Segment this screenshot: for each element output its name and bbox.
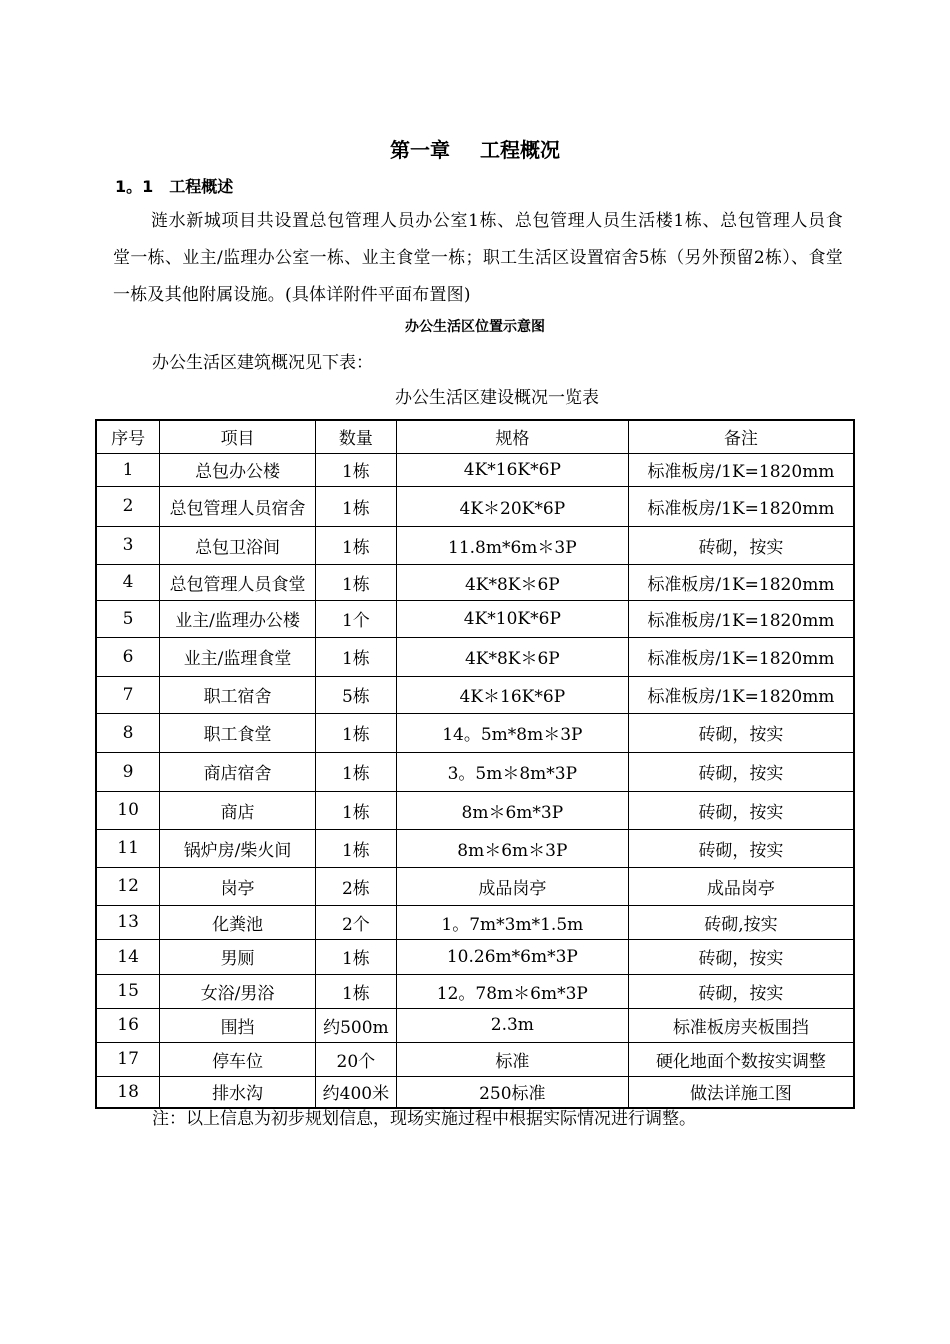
cell-item: 职工食堂: [160, 713, 316, 752]
cell-spec: 2.3m: [396, 1008, 628, 1042]
chapter-name: 工程概况: [480, 138, 560, 162]
cell-item: 围挡: [160, 1008, 316, 1042]
cell-quantity: 1栋: [315, 829, 396, 867]
cell-spec: 4K*10K*6P: [396, 600, 628, 637]
cell-remark: 标准板房夹板围挡: [628, 1008, 854, 1042]
cell-item: 锅炉房/柴火间: [160, 829, 316, 867]
cell-spec: 3。5m＊8m*3P: [396, 752, 628, 791]
cell-number: 8: [96, 713, 160, 752]
cell-spec: 4K＊16K*6P: [396, 676, 628, 713]
table-row: [96, 905, 854, 939]
cell-spec: 12。78m＊6m*3P: [396, 974, 628, 1008]
cell-number: 9: [96, 752, 160, 791]
cell-quantity: 1栋: [315, 752, 396, 791]
cell-remark: 硬化地面个数按实调整: [628, 1042, 854, 1076]
cell-remark: 标准板房/1K=1820mm: [628, 486, 854, 526]
cell-remark: 砖砌，按实: [628, 974, 854, 1008]
cell-spec: 1。7m*3m*1.5m: [396, 905, 628, 939]
cell-quantity: 1栋: [315, 453, 396, 486]
cell-number: 17: [96, 1042, 160, 1076]
table-row: [96, 564, 854, 600]
cell-quantity: 约500m: [315, 1008, 396, 1042]
table-note: 注：以上信息为初步规划信息，现场实施过程中根据实际情况进行调整。: [152, 1109, 696, 1129]
cell-quantity: 1栋: [315, 791, 396, 829]
cell-remark: 标准板房/1K=1820mm: [628, 453, 854, 486]
cell-quantity: 1栋: [315, 713, 396, 752]
cell-remark: 做法详施工图: [628, 1076, 854, 1108]
table-row: [96, 867, 854, 905]
section-heading: [115, 174, 233, 197]
cell-spec: 8m＊6m＊3P: [396, 829, 628, 867]
cell-quantity: 2栋: [315, 867, 396, 905]
table-row: [96, 600, 854, 637]
section-title: 工程概述: [169, 177, 234, 196]
section-number: 1。1: [115, 177, 154, 196]
cell-item: 业主/监理食堂: [160, 637, 316, 676]
cell-remark: 标准板房/1K=1820mm: [628, 564, 854, 600]
table-row: [96, 939, 854, 974]
cell-item: 总包卫浴间: [160, 526, 316, 564]
cell-item: 女浴/男浴: [160, 974, 316, 1008]
cell-spec: 4K*8K＊6P: [396, 637, 628, 676]
cell-quantity: 1栋: [315, 939, 396, 974]
cell-spec: 成品岗亭: [396, 867, 628, 905]
cell-number: 3: [96, 526, 160, 564]
table-row: [96, 526, 854, 564]
cell-quantity: 1栋: [315, 974, 396, 1008]
cell-number: 16: [96, 1008, 160, 1042]
table-lead-text: 办公生活区建筑概况见下表：: [152, 353, 373, 373]
chapter-title: [0, 134, 950, 163]
cell-number: 1: [96, 453, 160, 486]
cell-quantity: 1栋: [315, 486, 396, 526]
table-row: [96, 791, 854, 829]
cell-remark: 砖砌，按实: [628, 791, 854, 829]
table-row: [96, 637, 854, 676]
header-cell: 序号: [96, 420, 160, 453]
table-row: [96, 1008, 854, 1042]
cell-spec: 标准: [396, 1042, 628, 1076]
cell-spec: 11.8m*6m＊3P: [396, 526, 628, 564]
cell-number: 15: [96, 974, 160, 1008]
cell-remark: 标准板房/1K=1820mm: [628, 637, 854, 676]
cell-spec: 4K*8K＊6P: [396, 564, 628, 600]
cell-spec: 4K*16K*6P: [396, 453, 628, 486]
cell-number: 12: [96, 867, 160, 905]
table-title: 办公生活区建设概况一览表: [395, 388, 599, 408]
figure-caption: 办公生活区位置示意图: [405, 319, 545, 335]
cell-number: 10: [96, 791, 160, 829]
cell-remark: 砖砌，按实: [628, 713, 854, 752]
cell-item: 总包管理人员宿舍: [160, 486, 316, 526]
table-row: [96, 676, 854, 713]
cell-item: 排水沟: [160, 1076, 316, 1108]
overview-table: [95, 419, 855, 1109]
cell-spec: 8m＊6m*3P: [396, 791, 628, 829]
cell-quantity: 1个: [315, 600, 396, 637]
cell-quantity: 1栋: [315, 637, 396, 676]
table-row: [96, 974, 854, 1008]
table-row: [96, 453, 854, 486]
header-cell: 项目: [160, 420, 316, 453]
cell-number: 4: [96, 564, 160, 600]
cell-item: 停车位: [160, 1042, 316, 1076]
cell-number: 2: [96, 486, 160, 526]
cell-number: 6: [96, 637, 160, 676]
cell-item: 商店: [160, 791, 316, 829]
chapter-number: 第一章: [390, 138, 450, 162]
cell-number: 18: [96, 1076, 160, 1108]
cell-number: 7: [96, 676, 160, 713]
cell-spec: 10.26m*6m*3P: [396, 939, 628, 974]
cell-number: 5: [96, 600, 160, 637]
cell-number: 14: [96, 939, 160, 974]
cell-remark: 砖砌，按实: [628, 752, 854, 791]
cell-item: 业主/监理办公楼: [160, 600, 316, 637]
cell-item: 岗亭: [160, 867, 316, 905]
table-row: [96, 713, 854, 752]
cell-remark: 标准板房/1K=1820mm: [628, 676, 854, 713]
cell-spec: 14。5m*8m＊3P: [396, 713, 628, 752]
cell-remark: 标准板房/1K=1820mm: [628, 600, 854, 637]
cell-quantity: 20个: [315, 1042, 396, 1076]
table-header-row: [96, 420, 854, 453]
cell-spec: 250标准: [396, 1076, 628, 1108]
overview-paragraph: 涟水新城项目共设置总包管理人员办公室1栋、总包管理人员生活楼1栋、总包管理人员食堂一栋、业主/监理办公室一栋、业主食堂一栋；职工生活区设置宿舍5栋（另外预留2栋）、食堂一栋及其他附属设施。(具体详附件平面布置图): [113, 211, 843, 305]
table-row: [96, 1042, 854, 1076]
cell-quantity: 5栋: [315, 676, 396, 713]
cell-number: 11: [96, 829, 160, 867]
cell-item: 总包办公楼: [160, 453, 316, 486]
header-cell: 规格: [396, 420, 628, 453]
cell-remark: 砖砌,按实: [628, 905, 854, 939]
cell-item: 总包管理人员食堂: [160, 564, 316, 600]
cell-remark: 砖砌，按实: [628, 939, 854, 974]
cell-spec: 4K＊20K*6P: [396, 486, 628, 526]
header-cell: 数量: [315, 420, 396, 453]
cell-number: 13: [96, 905, 160, 939]
cell-quantity: 1栋: [315, 564, 396, 600]
cell-remark: 成品岗亭: [628, 867, 854, 905]
table-row: [96, 486, 854, 526]
cell-quantity: 1栋: [315, 526, 396, 564]
table-row: [96, 752, 854, 791]
cell-item: 职工宿舍: [160, 676, 316, 713]
table-row: [96, 829, 854, 867]
cell-remark: 砖砌，按实: [628, 526, 854, 564]
cell-item: 男厕: [160, 939, 316, 974]
header-cell: 备注: [628, 420, 854, 453]
cell-item: 化粪池: [160, 905, 316, 939]
cell-quantity: 2个: [315, 905, 396, 939]
cell-item: 商店宿舍: [160, 752, 316, 791]
cell-quantity: 约400米: [315, 1076, 396, 1108]
cell-remark: 砖砌，按实: [628, 829, 854, 867]
